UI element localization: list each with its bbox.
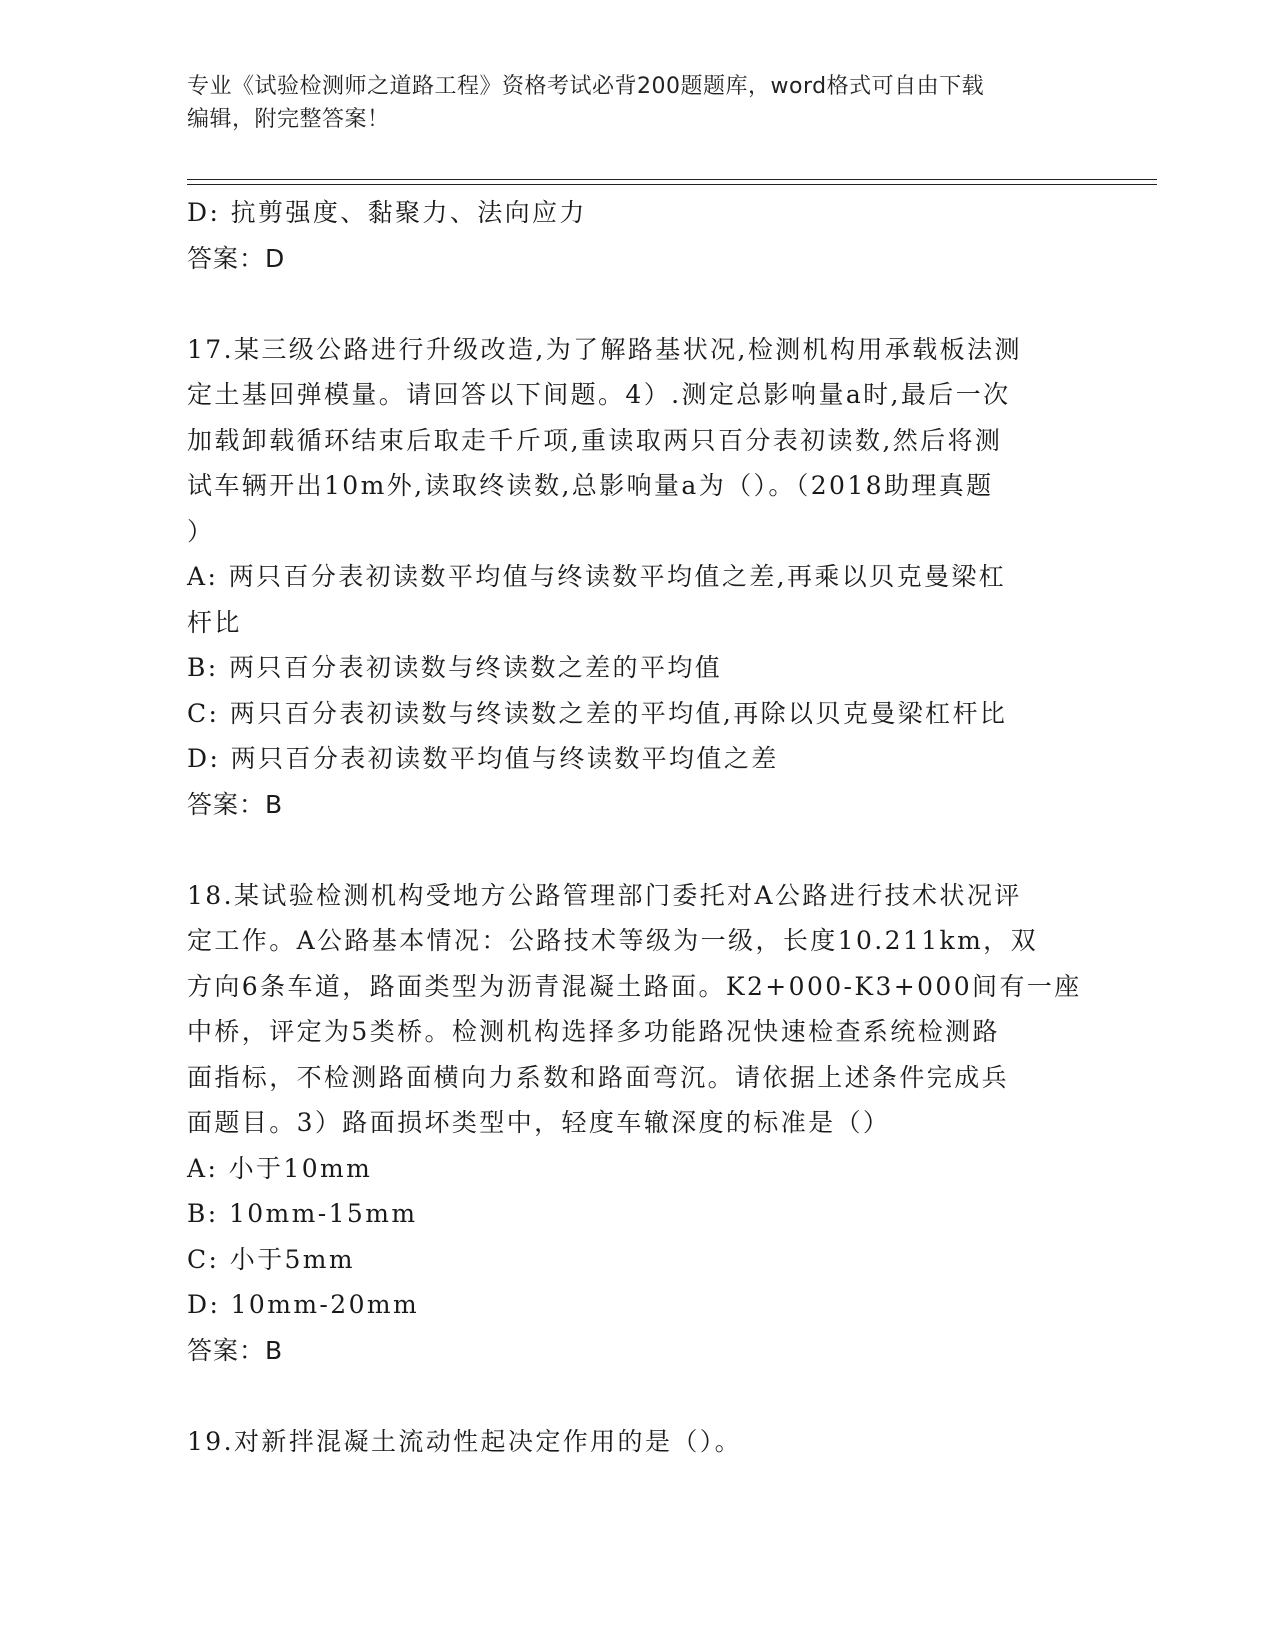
question-stem-line: 面题目。3）路面损坏类型中，轻度车辙深度的标准是（） (187, 1108, 891, 1137)
spacer (187, 827, 1087, 873)
option-d: D: 两只百分表初读数平均值与终读数平均值之差 (187, 744, 779, 773)
question-18 (187, 873, 1087, 1374)
question-stem-line: 方向6条车道，路面类型为沥青混凝土路面。K2+000-K3+000间有一座 (187, 971, 1082, 1001)
question-stem-line: ） (187, 516, 215, 546)
question-stem-line: 加载卸载循环结束后取走千斤项,重读取两只百分表初读数,然后将测 (187, 425, 1003, 455)
header-line-2: 编辑，附完整答案！ (187, 107, 390, 132)
header-rule-top (187, 179, 1157, 180)
spacer (187, 1373, 1087, 1419)
question-stem-line: 面指标，不检测路面横向力系数和路面弯沉。请依据上述条件完成兵 (187, 1062, 1010, 1092)
document-header (187, 70, 1087, 136)
question-stem-line: 19.对新拌混凝土流动性起决定作用的是（）。 (187, 1426, 743, 1456)
question-stem-line: 17.某三级公路进行升级改造,为了解路基状况,检测机构用承载板法测 (187, 334, 1022, 364)
question-stem-line: 试车辆开出10m外,读取终读数,总影响量a为（）。（2018助理真题 (187, 471, 994, 500)
spacer (187, 281, 1087, 327)
answer: 答案：D (187, 243, 286, 273)
answer: 答案：B (187, 789, 284, 819)
header-rule-bottom (187, 184, 1157, 185)
option-a: A: 两只百分表初读数平均值与终读数平均值之差,再乘以贝克曼梁杠 (187, 562, 1007, 591)
question-stem-line: 18.某试验检测机构受地方公路管理部门委托对A公路进行技术状况评 (187, 880, 1022, 910)
option-a-continued: 杆比 (187, 607, 242, 637)
option-c: C: 两只百分表初读数与终读数之差的平均值,再除以贝克曼梁杠杆比 (187, 698, 1008, 728)
option-d: D: 10mm-20mm (187, 1290, 420, 1319)
question-19 (187, 1419, 1087, 1465)
option-c: C: 小于5mm (187, 1244, 356, 1274)
question-stem-line: 定工作。A公路基本情况：公路技术等级为一级，长度10.211km，双 (187, 926, 1038, 955)
question-17 (187, 327, 1087, 828)
option-b: B: 两只百分表初读数与终读数之差的平均值 (187, 653, 723, 682)
option-a: A: 小于10mm (187, 1153, 373, 1183)
question-stem-line: 定土基回弹模量。请回答以下间题。4）.测定总影响量a时,最后一次 (187, 380, 1011, 409)
option-b: B: 10mm-15mm (187, 1199, 418, 1228)
header-line-1: 专业《试验检测师之道路工程》资格考试必背200题题库，word格式可自由下载 (187, 74, 985, 99)
question-stem-line: 中桥，评定为5类桥。检测机构选择多功能路况快速检查系统检测路 (187, 1017, 1000, 1046)
question-16-tail (187, 190, 1087, 281)
answer: 答案：B (187, 1335, 284, 1365)
document-body (187, 190, 1087, 1464)
option-d: D: 抗剪强度、黏聚力、法向应力 (187, 198, 587, 227)
